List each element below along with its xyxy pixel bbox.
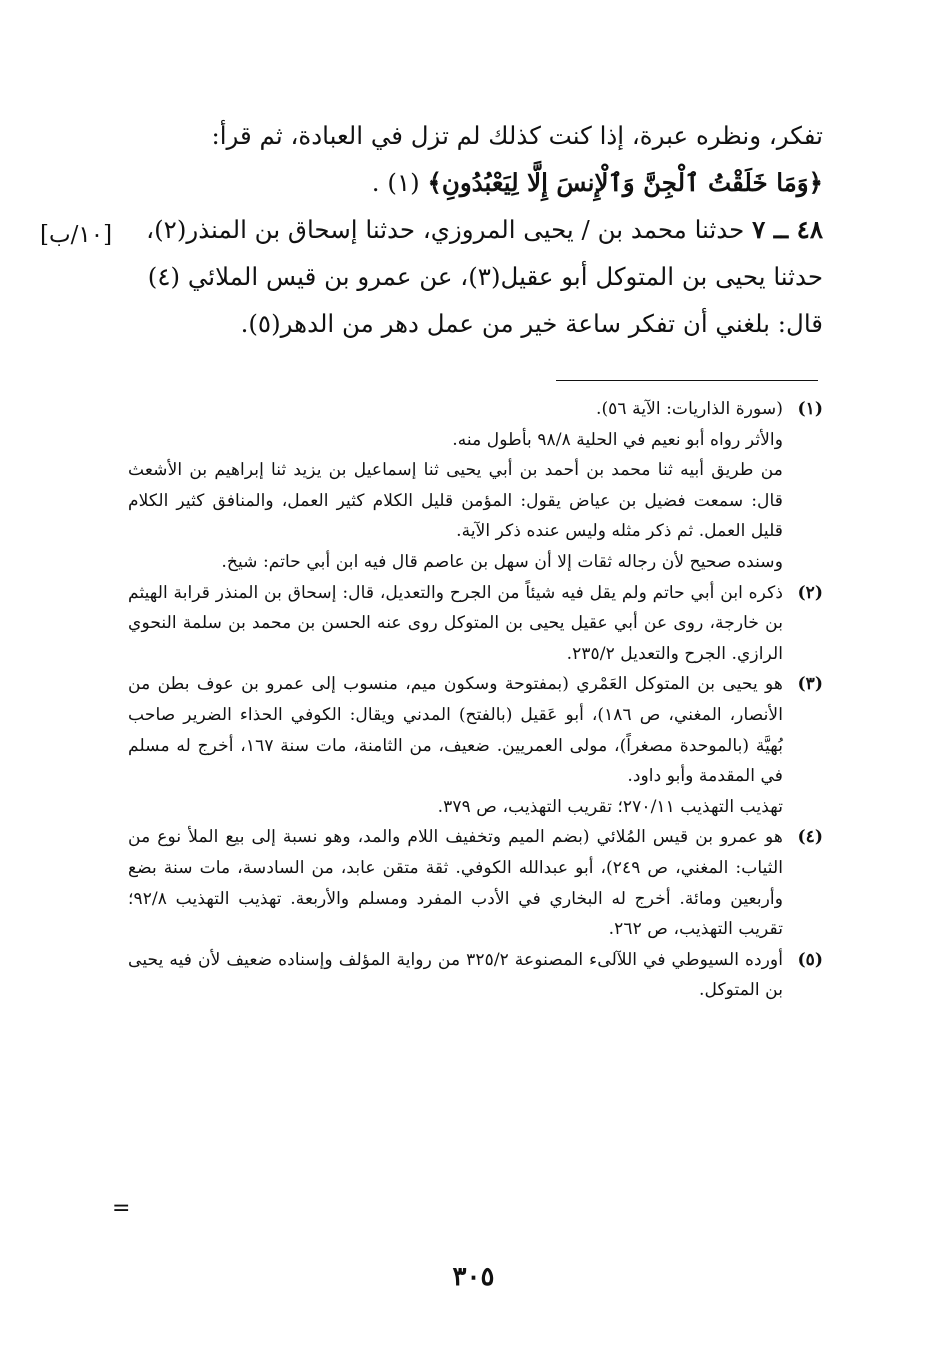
entry-text: حدثنا محمد بن / يحيى المروزي، حدثنا إسحاق بن المنذر(٢)، حدثنا يحيى بن المتوكل أبو عقيل(٣)، عن عمرو بن قيس الملائي (٤) قال: بلغني أن تفكر ساعة خير من عمل دهر من الدهر(٥). xyxy=(146,215,823,338)
footnote-paragraph: والأثر رواه أبو نعيم في الحلية ٩٨/٨ بأطول منه. xyxy=(452,429,783,450)
footnote-body xyxy=(128,822,783,944)
margin-reference: [١٠/ب] xyxy=(40,222,113,248)
continuation-mark: = xyxy=(112,1196,131,1221)
footnote-paragraph: هو يحيى بن المتوكل العَمْري (بمفتوحة وسكون ميم، منسوب إلى عمرو بن عوف بطن من الأنصار، المغني، ص ١٨٦)، أبو عَقيل (بالفتح) المدني ويقال: الكوفي الحذاء الضرير صاحب بُهيَّة (بالموحدة مصغراً)، مولى العمريين. ضعيف، من الثامنة، مات سنة ١٦٧، أخرج له مسلم في المقدمة وأبو داود. xyxy=(128,674,783,787)
footnote-paragraph: تهذيب التهذيب ٢٧٠/١١؛ تقريب التهذيب، ص ٣٧٩. xyxy=(437,796,783,817)
footnote-3 xyxy=(128,669,823,822)
main-text xyxy=(95,112,823,347)
footnote-paragraph: أورده السيوطي في اللآلىء المصنوعة ٣٢٥/٢ من رواية المؤلف وإسناده ضعيف لأن فيه يحيى بن المتوكل. xyxy=(128,949,783,1001)
footnote-paragraph: من طريق أبيه ثنا محمد بن أحمد بن أبي يحيى ثنا إسماعيل بن يزيد ثنا إبراهيم بن الأشعث قال: سمعت فضيل بن عياض يقول: المؤمن قليل الكلام كثير العمل، والمنافق كثير الكلام قليل العمل. ثم ذكر مثله وليس عنده ذكر الآية. xyxy=(128,460,783,542)
footnote-body xyxy=(128,578,783,670)
footnotes xyxy=(128,394,823,1006)
page-number: ٣٠٥ xyxy=(452,1262,495,1292)
narration-entry xyxy=(95,206,823,347)
footnote-1 xyxy=(128,394,823,578)
entry-number: ٤٨ ــ ٧ xyxy=(752,215,823,244)
footnote-paragraph: (سورة الذاريات: الآية ٥٦). xyxy=(596,399,783,419)
footnote-body xyxy=(128,394,783,578)
footnote-4 xyxy=(128,822,823,944)
quran-verse: ﴿وَمَا خَلَقْتُ ٱلْجِنَّ وَٱلْإِنسَ إِلَّا لِيَعْبُدُونِ﴾ xyxy=(427,168,823,197)
footnote-number: (٥) xyxy=(797,949,823,970)
footnote-paragraph: ذكره ابن أبي حاتم ولم يقل فيه شيئاً من الجرح والتعديل، قال: إسحاق بن المنذر قرابة الهيثم بن خارجة، روى عن أبي عقيل يحيى بن المتوكل روى عنه الحسن بن محمد بن سلمة النحوي الرازي. الجرح والتعديل ٢٣٥/٢. xyxy=(128,582,783,664)
paragraph-line: تفكر، ونظره عبرة، إذا كنت كذلك لم تزل في العبادة، ثم قرأ: xyxy=(211,121,823,150)
footnote-separator xyxy=(556,380,818,381)
footnote-body xyxy=(128,945,783,1006)
footnote-number: (١) xyxy=(797,399,823,419)
footnote-2 xyxy=(128,578,823,670)
footnote-number: (٣) xyxy=(797,674,823,695)
footnote-number: (٤) xyxy=(797,827,823,848)
footnote-5 xyxy=(128,945,823,1006)
footnote-body xyxy=(128,669,783,822)
footnote-number: (٢) xyxy=(797,582,823,603)
footnote-ref: (١) . xyxy=(371,168,420,197)
footnote-paragraph: هو عمرو بن قيس المُلائي (بضم الميم وتخفيف اللام والمد، وهو نسبة إلى بيع الملأ نوع من الثياب: المغني، ص ٢٤٩)، أبو عبدالله الكوفي. ثقة متقن عابد، من السادسة، مات سنة بضع وأربعين ومائة. أخرج له البخاري في الأدب المفرد ومسلم والأربعة. تهذيب التهذيب ٩٢/٨؛ تقريب التهذيب، ص ٢٦٢. xyxy=(128,827,784,940)
quran-verse-line xyxy=(95,159,823,206)
footnote-paragraph: وسنده صحيح لأن رجاله ثقات إلا أن سهل بن عاصم قال فيه ابن أبي حاتم: شيخ. xyxy=(221,551,783,572)
